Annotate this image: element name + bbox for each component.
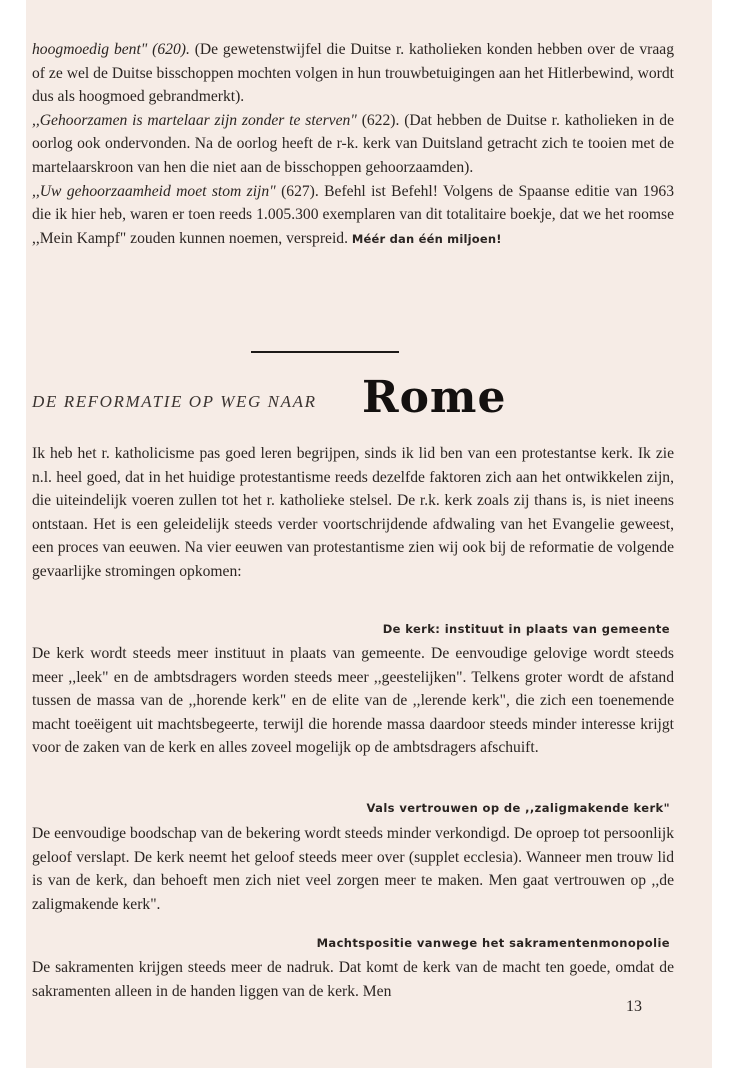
opening-text-block (32, 38, 674, 251)
subheading-vals-vertrouwen: Vals vertrouwen op de ,,zaligmakende kerk" (366, 801, 670, 815)
page-number: 13 (626, 998, 642, 1015)
quote-622: ,,Gehoorzamen is martelaar zijn zonder te sterven" (32, 111, 357, 129)
chapter-heading-small: DE REFORMATIE OP WEG NAAR (32, 392, 317, 411)
section-instituut-text: De kerk wordt steeds meer instituut in plaats van gemeente. De eenvoudige gelovige wordt steeds meer ,,leek" en de ambtsdragers worden steeds meer ,,geestelijken". Telkens groter wordt de afstand tussen de massa van de ,,horende kerk" en de elite van de ,,lerende kerk", die zich een toenemende macht toeëigent uit machtsbegeerte, terwijl die horende massa daardoor steeds minder interesse krijgt voor de zaken van de kerk en alles zoveel mogelijk op de ambtsdragers afschuift. (32, 645, 674, 757)
quote-620: hoogmoedig bent" (620). (32, 41, 190, 58)
section-divider (251, 351, 399, 353)
chapter-heading-rome: Rome (362, 372, 507, 423)
commentary-627: (627). Befehl ist Befehl! Volgens de Spaanse editie van 1963 die ik hier heb, waren er toen reeds 1.005.300 exemplaren van dit totalitaire boekje, dat we het roomse ,,Mein Kampf" zouden kunnen noemen, verspreid. (32, 182, 674, 247)
intro-paragraph: Ik heb het r. katholicisme pas goed leren begrijpen, sinds ik lid ben van een protestantse kerk. Ik zie n.l. heel goed, dat in het huidige protestantisme reeds dezelfde faktoren zich aan het ontwikkelen zijn, die uiteindelijk voeren zullen tot het r. katholieke stelsel. De r.k. kerk zoals zij thans is, is niet ineens ontstaan. Het is een geleidelijk steeds verder voortschrijdende afdwaling van het Evangelie geweest, een proces van eeuwen. Na vier eeuwen van protestantisme zien wij ook bij de reformatie de volgende gevaarlijke stromingen opkomen: (32, 445, 674, 580)
subheading-instituut: De kerk: instituut in plaats van gemeente (382, 622, 670, 636)
quote-627: ,,Uw gehoorzaamheid moet stom zijn" (32, 182, 276, 200)
section-machtspositie-text: De sakramenten krijgen steeds meer de nadruk. Dat komt de kerk van de macht ten goede, omdat de sakramenten alleen in de handen liggen van de kerk. Men (32, 959, 674, 1000)
paragraph-622 (32, 109, 674, 180)
book-page (26, 0, 712, 1068)
paragraph-627 (32, 180, 674, 252)
commentary-622: (622). (Dat hebben de Duitse r. katholieken in de oorlog ook ondervonden. Na de oorlog heeft de r-k. kerk van Duitsland getracht zich te tooien met de martelaarskroon van hen die niet aan de bisschoppen gehoorzaamden). (32, 111, 674, 176)
emphasis-million: Méér dan één miljoen! (351, 231, 502, 246)
chapter-heading (32, 372, 674, 422)
paragraph-620 (32, 38, 674, 109)
section-vals-vertrouwen-text: De eenvoudige boodschap van de bekering wordt steeds minder verkondigd. De oproep tot persoonlijk geloof verslapt. De kerk neemt het geloof steeds meer over (supplet ecclesia). Wanneer men trouw lid is van de kerk, dan behoeft men zich niet veel zorgen meer te maken. Men gaat vertrouwen op ,,de zaligmakende kerk". (32, 825, 674, 913)
commentary-620: (De gewetenstwijfel die Duitse r. katholieken konden hebben over de vraag of ze wel de Duitse bisschoppen mochten volgen in hun trouwbetuigingen aan het Hitlerbewind, wordt dus als hoogmoed gebrandmerkt). (32, 41, 674, 106)
subheading-machtspositie: Machtspositie vanwege het sakramentenmonopolie (316, 936, 670, 950)
